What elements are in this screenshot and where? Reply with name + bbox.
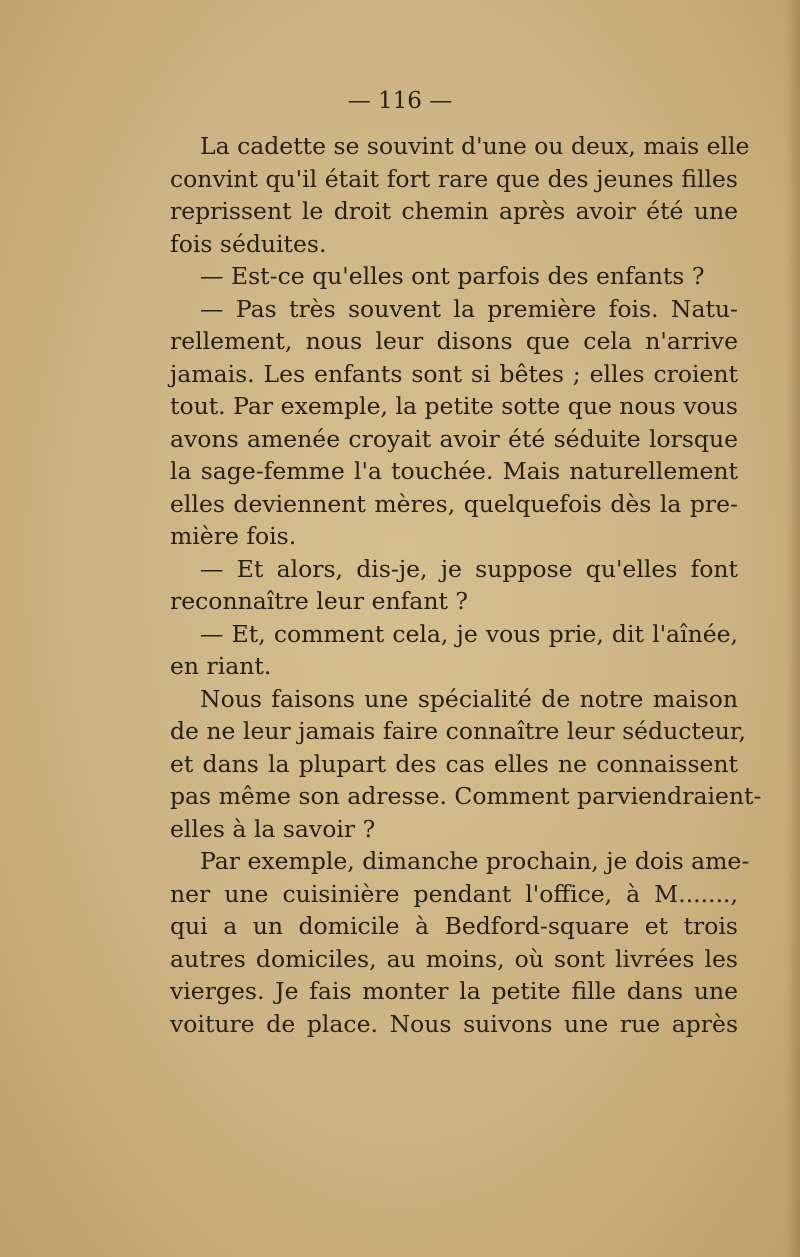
text-line: jamais. Les enfants sont si bêtes ; elles croient bbox=[170, 359, 738, 388]
text-line: — Et, comment cela, je vous prie, dit l'aînée, bbox=[200, 619, 738, 648]
text-line: qui a un domicile à Bedford-square et trois bbox=[170, 912, 738, 940]
text-line: rellement, nous leur disons que cela n'arrive bbox=[170, 327, 738, 355]
text-line: et dans la plupart des cas elles ne connaissent bbox=[170, 749, 738, 778]
text-line: elles deviennent mères, quelquefois dès la pre- bbox=[170, 489, 738, 518]
paragraph bbox=[170, 618, 738, 683]
text-line: reconnaître leur enfant ? bbox=[170, 587, 468, 615]
text-line: de ne leur jamais faire connaître leur séducteur, bbox=[170, 717, 747, 745]
text-line: — Est-ce qu'elles ont parfois des enfants ? bbox=[200, 262, 705, 290]
paragraph bbox=[170, 130, 750, 260]
page-edge-shadow bbox=[786, 0, 800, 1257]
text-line: mière fois. bbox=[170, 522, 297, 550]
paragraph bbox=[170, 683, 762, 846]
text-line: elles à la savoir ? bbox=[170, 814, 376, 843]
paragraph bbox=[170, 293, 738, 553]
text-line: vierges. Je fais monter la petite fille dans une bbox=[170, 977, 738, 1005]
text-line: autres domiciles, au moins, où sont livrées les bbox=[170, 944, 738, 973]
text-line: fois séduites. bbox=[170, 229, 327, 258]
text-line: — Et alors, dis-je, je suppose qu'elles font bbox=[200, 554, 738, 583]
paragraph bbox=[170, 845, 750, 1040]
text-line: — Pas très souvent la première fois. Natu- bbox=[200, 294, 738, 323]
text-line: reprissent le droit chemin après avoir été une bbox=[170, 197, 738, 225]
text-line: en riant. bbox=[170, 652, 272, 680]
text-line: pas même son adresse. Comment parviendraient- bbox=[170, 782, 762, 810]
paragraph bbox=[170, 260, 738, 293]
text-line: ner une cuisinière pendant l'office, à M......., bbox=[170, 879, 738, 908]
text-line: convint qu'il était fort rare que des jeunes filles bbox=[170, 164, 738, 193]
text-line: la sage-femme l'a touchée. Mais naturellement bbox=[170, 457, 738, 485]
text-line: voiture de place. Nous suivons une rue après bbox=[170, 1009, 738, 1038]
text-line: tout. Par exemple, la petite sotte que nous vous bbox=[170, 392, 738, 420]
page-number: — 116 — bbox=[347, 88, 453, 114]
body-text bbox=[170, 130, 762, 1040]
text-line: avons amenée croyait avoir été séduite lorsque bbox=[170, 424, 738, 453]
text-line: Par exemple, dimanche prochain, je dois ame- bbox=[200, 847, 750, 875]
paragraph bbox=[170, 553, 738, 618]
text-line: Nous faisons une spécialité de notre maison bbox=[200, 684, 738, 713]
text-line: La cadette se souvint d'une ou deux, mais elle bbox=[200, 132, 750, 160]
